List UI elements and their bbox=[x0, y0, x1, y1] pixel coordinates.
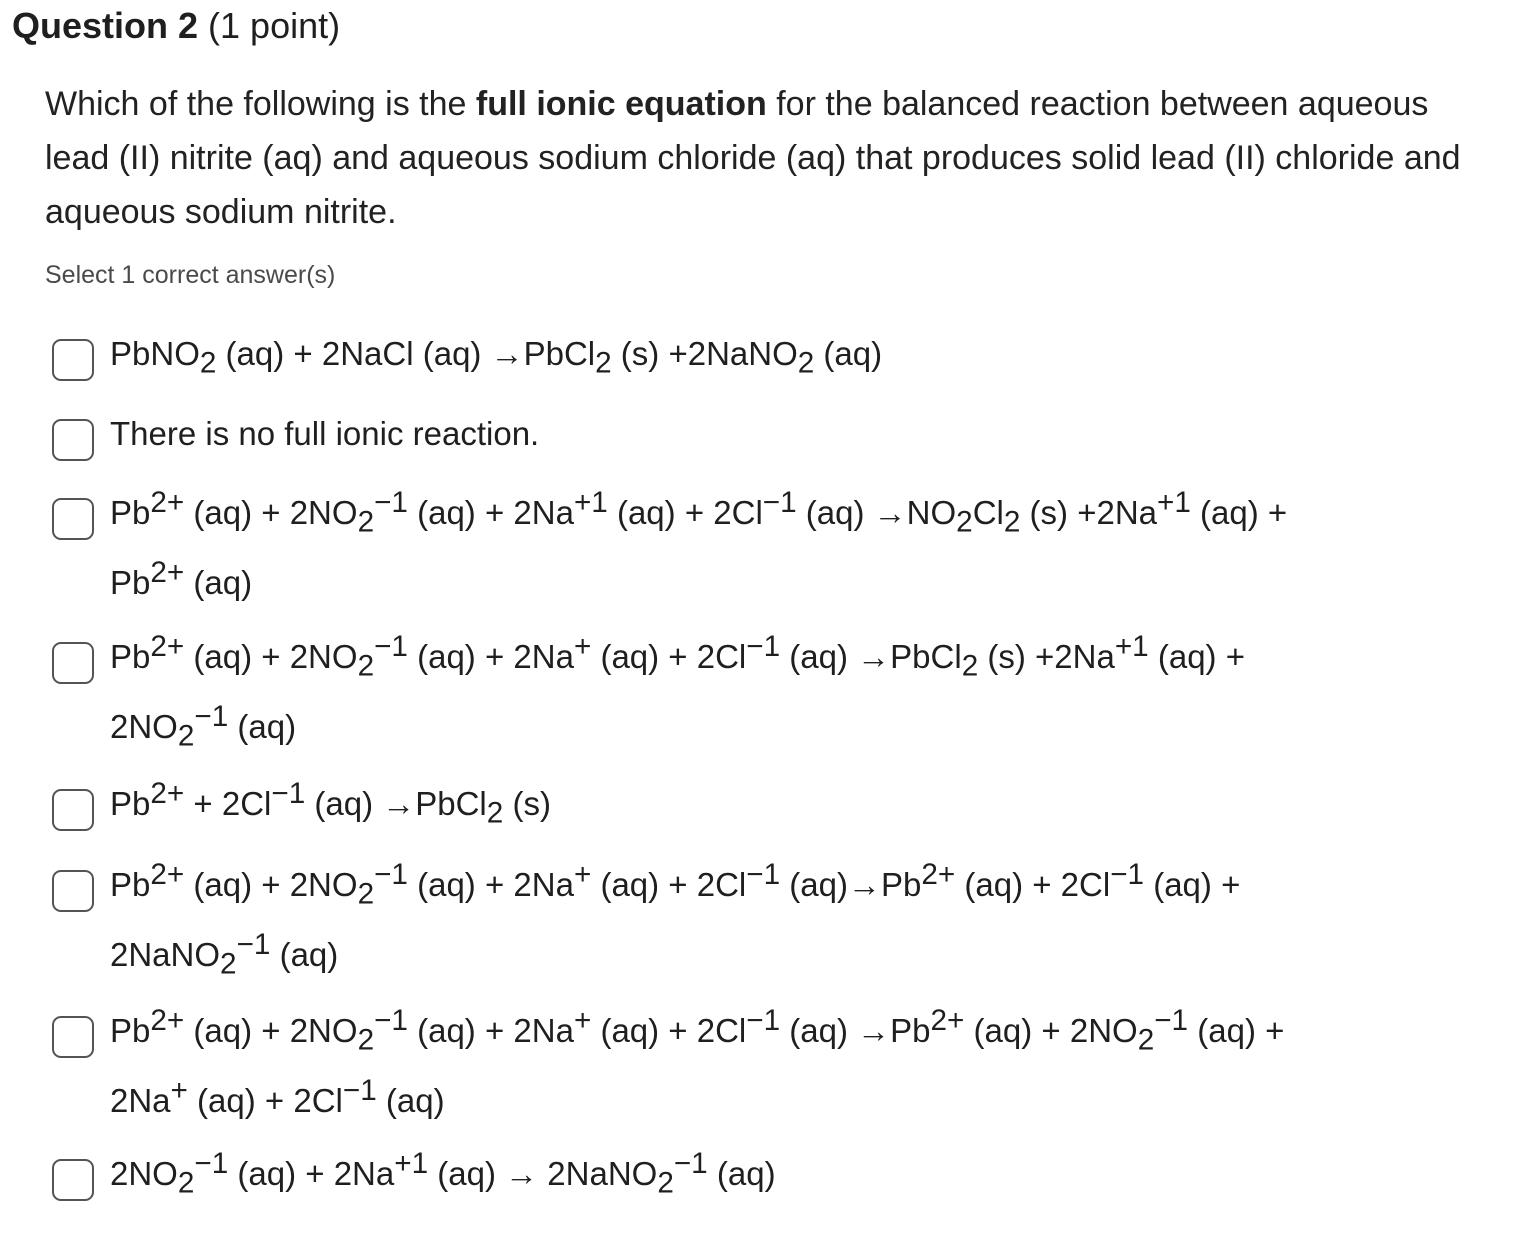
question-header bbox=[12, 4, 340, 48]
prompt-text-1: Which of the following is the bbox=[45, 85, 476, 123]
option-checkbox[interactable] bbox=[52, 642, 94, 684]
answer-option-7[interactable] bbox=[52, 1004, 1452, 1136]
answer-option-3[interactable] bbox=[52, 486, 1452, 618]
option-label: $Pb^{2+}$ $(aq) + 2NO_2^{-1}$ (aq) + 2Na+ $(aq) + 2Cl^{-1}$ (aq) →PbCl$_2$ $(s) +2Na^{+1}$ (aq) + $2NO_2^{-1}$ (aq) bbox=[110, 630, 1245, 753]
prompt-text-2: for the balanced reaction between aqueous lead (II) nitrite (aq) and aqueous sodium chloride (aq) that produces solid lead (II) chloride and aqueous sodium nitrite. bbox=[45, 85, 1461, 231]
question-prompt bbox=[45, 77, 1485, 239]
answer-option-2[interactable] bbox=[52, 413, 1452, 469]
prompt-emphasis: full ionic equation bbox=[475, 85, 767, 123]
option-checkbox[interactable] bbox=[52, 1016, 94, 1058]
option-label: $Pb^{2+} + 2Cl^{-1}$ (aq) →PbCl$_2$ (s) bbox=[110, 777, 551, 830]
option-checkbox[interactable] bbox=[52, 1159, 94, 1201]
answer-option-6[interactable] bbox=[52, 858, 1452, 990]
question-points: (1 point) bbox=[208, 5, 341, 46]
option-label: $Pb^{2+}$ $(aq) + 2NO_2^{-1}$ (aq) + 2Na+ $(aq) + 2Cl^{-1}$ $(aq)\to Pb^{2+}$ $(aq) + 2Cl^{-1}$ (aq) + 2NaNO$_2^{-1}$ (aq) bbox=[110, 858, 1241, 981]
option-label: $Pb^{2+}$ $(aq) + 2NO_2^{-1}$ $(aq) + 2Na^{+1}$ $(aq) + 2Cl^{-1}$ $(aq) \to NO_2Cl_2$ $(s) +2Na^{+1}$ (aq) + $Pb^{2+}$ (aq) bbox=[110, 486, 1288, 601]
answer-option-4[interactable] bbox=[52, 630, 1452, 762]
option-label: PbNO$_2$ (aq) + 2NaCl (aq) →PbCl$_2$ (s) +2NaNO$_2$ (aq) bbox=[110, 335, 883, 380]
option-checkbox[interactable] bbox=[52, 870, 94, 912]
answer-instruction: Select 1 correct answer(s) bbox=[45, 261, 336, 289]
option-label: There is no full ionic reaction. bbox=[110, 415, 540, 452]
option-checkbox[interactable] bbox=[52, 498, 94, 540]
answer-option-8[interactable] bbox=[52, 1147, 1452, 1209]
option-checkbox[interactable] bbox=[52, 419, 94, 461]
answer-option-5[interactable] bbox=[52, 777, 1452, 839]
option-label: $Pb^{2+}$ $(aq) + 2NO_2^{-1}$ (aq) + 2Na+ $(aq) + 2Cl^{-1}$ $(aq) \to Pb^{2+}$ $(aq) + 2NO_2^{-1}$ (aq) + 2Na+ $(aq) + 2Cl^{-1}$ (aq) bbox=[110, 1004, 1285, 1119]
option-checkbox[interactable] bbox=[52, 789, 94, 831]
answer-option-1[interactable] bbox=[52, 333, 1452, 389]
question-title: Question 2 bbox=[12, 5, 199, 46]
option-label: $2NO_2^{-1}$ $(aq) + 2Na^{+1}$ (aq) → 2NaNO$_2^{-1}$ (aq) bbox=[110, 1147, 776, 1200]
option-checkbox[interactable] bbox=[52, 339, 94, 381]
